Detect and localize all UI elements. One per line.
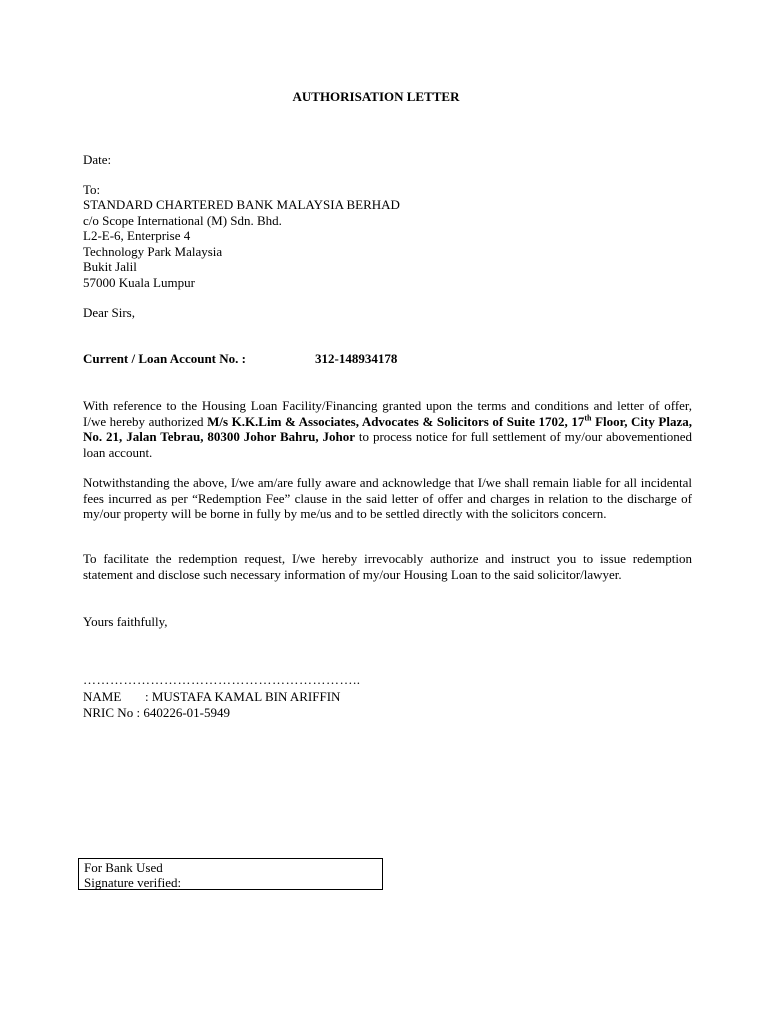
floor-suffix: th bbox=[584, 413, 592, 423]
paragraph-liability: Notwithstanding the above, I/we am/are fully aware and acknowledge that I/we shall remain liable for all incidental fees incurred as per “Redemption Fee” clause in the said letter of offer and charges in relation to the discharge of my/our property will be borne in fully by me/us and to be settled directly with the solicitors concern. bbox=[83, 475, 692, 522]
letter-title: AUTHORISATION LETTER bbox=[292, 89, 460, 104]
account-number: 312-148934178 bbox=[315, 351, 398, 366]
closing: Yours faithfully, bbox=[83, 614, 168, 629]
paragraph-intro: With reference to the Housing Loan Facility/Financing granted upon the terms and conditions and letter of offer, I/we hereby authorized bbox=[83, 398, 692, 429]
signatory-name-row bbox=[83, 689, 340, 705]
name-label: NAME bbox=[83, 689, 122, 704]
bank-use-box bbox=[78, 858, 383, 890]
nric-label: NRIC No bbox=[83, 705, 134, 720]
address-line: c/o Scope International (M) Sdn. Bhd. bbox=[83, 213, 282, 228]
solicitor-firm: M/s K.K.Lim & Associates, Advocates & Solicitors of Suite 1702, 17 bbox=[207, 413, 585, 429]
signature-line: …………………………………………………….. bbox=[83, 672, 361, 687]
account-label: Current / Loan Account No. : bbox=[83, 351, 246, 366]
address-line: 57000 Kuala Lumpur bbox=[83, 275, 195, 290]
to-label: To: bbox=[83, 182, 101, 197]
solicitor-address: Floor, City Plaza, No. 21, Jalan Tebrau, 80300 Johor Bahru, Johor bbox=[83, 413, 692, 445]
address-line: STANDARD CHARTERED BANK MALAYSIA BERHAD bbox=[83, 197, 400, 212]
salutation: Dear Sirs, bbox=[83, 305, 135, 320]
bank-use-label: For Bank Used bbox=[84, 860, 163, 875]
signatory-nric-row bbox=[83, 705, 230, 721]
paragraph-redemption: To facilitate the redemption request, I/we hereby irrevocably authorize and instruct you to issue redemption statement and disclose such necessary information of my/our Housing Loan to the said solicitor/lawyer. bbox=[83, 551, 692, 582]
name-value: : MUSTAFA KAMAL BIN ARIFFIN bbox=[145, 689, 341, 704]
signature-verified-label: Signature verified: bbox=[84, 875, 182, 890]
date-label: Date: bbox=[83, 152, 112, 167]
nric-value: : 640226-01-5949 bbox=[136, 705, 230, 720]
address-line: Technology Park Malaysia bbox=[83, 244, 223, 259]
address-line: Bukit Jalil bbox=[83, 259, 137, 274]
paragraph-outro: to process notice for full settlement of my/our abovementioned loan account. bbox=[83, 429, 692, 460]
address-line: L2-E-6, Enterprise 4 bbox=[83, 228, 191, 243]
paragraph-reference bbox=[83, 398, 692, 460]
